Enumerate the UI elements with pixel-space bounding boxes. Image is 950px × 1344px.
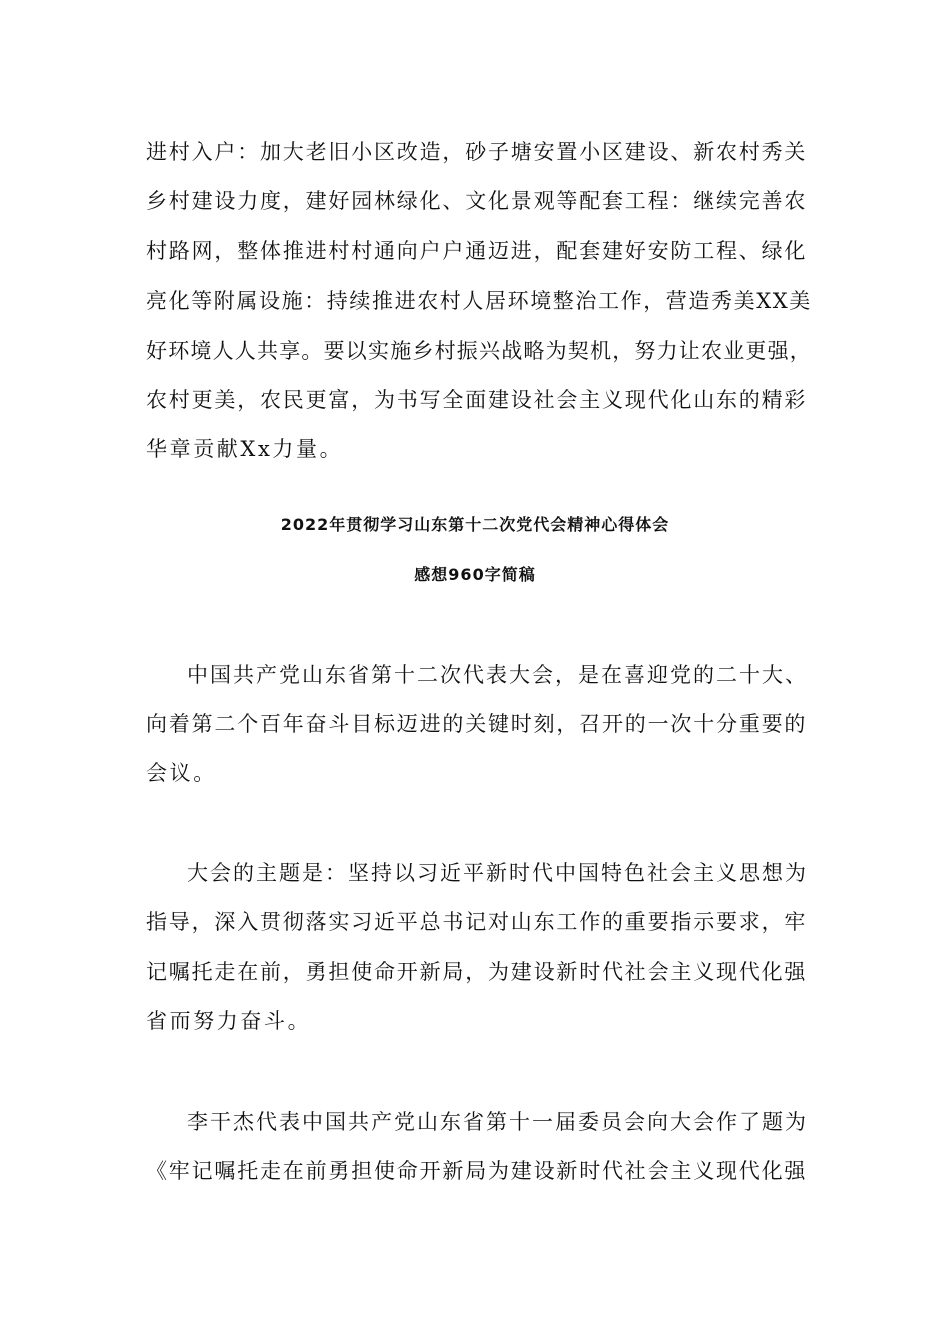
title-line-2: 感想960字简稿	[414, 565, 536, 584]
paragraph-2-line-2: 指导，深入贯彻落实习近平总书记对山东工作的重要指示要求，牢	[146, 910, 808, 934]
intro-line-4: 亮化等附属设施：持续推进农村人居环境整治工作，营造秀美XX美	[146, 289, 812, 313]
paragraph-1-line-1: 中国共产党山东省第十二次代表大会，是在喜迎党的二十大、	[187, 663, 808, 687]
paragraph-1-line-3: 会议。	[146, 761, 217, 785]
paragraph-2-line-1: 大会的主题是：坚持以习近平新时代中国特色社会主义思想为	[187, 861, 808, 885]
paragraph-3-line-2: 《牢记嘱托走在前勇担使命开新局为建设新时代社会主义现代化强	[146, 1159, 808, 1183]
paragraph-3-line-1: 李干杰代表中国共产党山东省第十一届委员会向大会作了题为	[187, 1110, 808, 1134]
intro-line-3: 村路网，整体推进村村通向户户通迈进，配套建好安防工程、绿化	[146, 239, 808, 263]
title-line-1: 2022年贯彻学习山东第十二次党代会精神心得体会	[280, 515, 670, 534]
intro-line-5: 好环境人人共享。要以实施乡村振兴战略为契机，努力让农业更强，	[146, 339, 812, 363]
paragraph-2-line-3: 记嘱托走在前，勇担使命开新局，为建设新时代社会主义现代化强	[146, 960, 808, 984]
intro-line-7: 华章贡献Xx力量。	[146, 437, 344, 461]
intro-line-1: 进村入户：加大老旧小区改造，砂子塘安置小区建设、新农村秀关	[146, 140, 808, 164]
paragraph-2-line-4: 省而努力奋斗。	[146, 1009, 312, 1033]
intro-line-2: 乡村建设力度，建好园林绿化、文化景观等配套工程：继续完善农	[146, 189, 808, 213]
paragraph-1-line-2: 向着第二个百年奋斗目标迈进的关键时刻，召开的一次十分重要的	[146, 712, 808, 736]
intro-line-6: 农村更美，农民更富，为书写全面建设社会主义现代化山东的精彩	[146, 388, 808, 412]
